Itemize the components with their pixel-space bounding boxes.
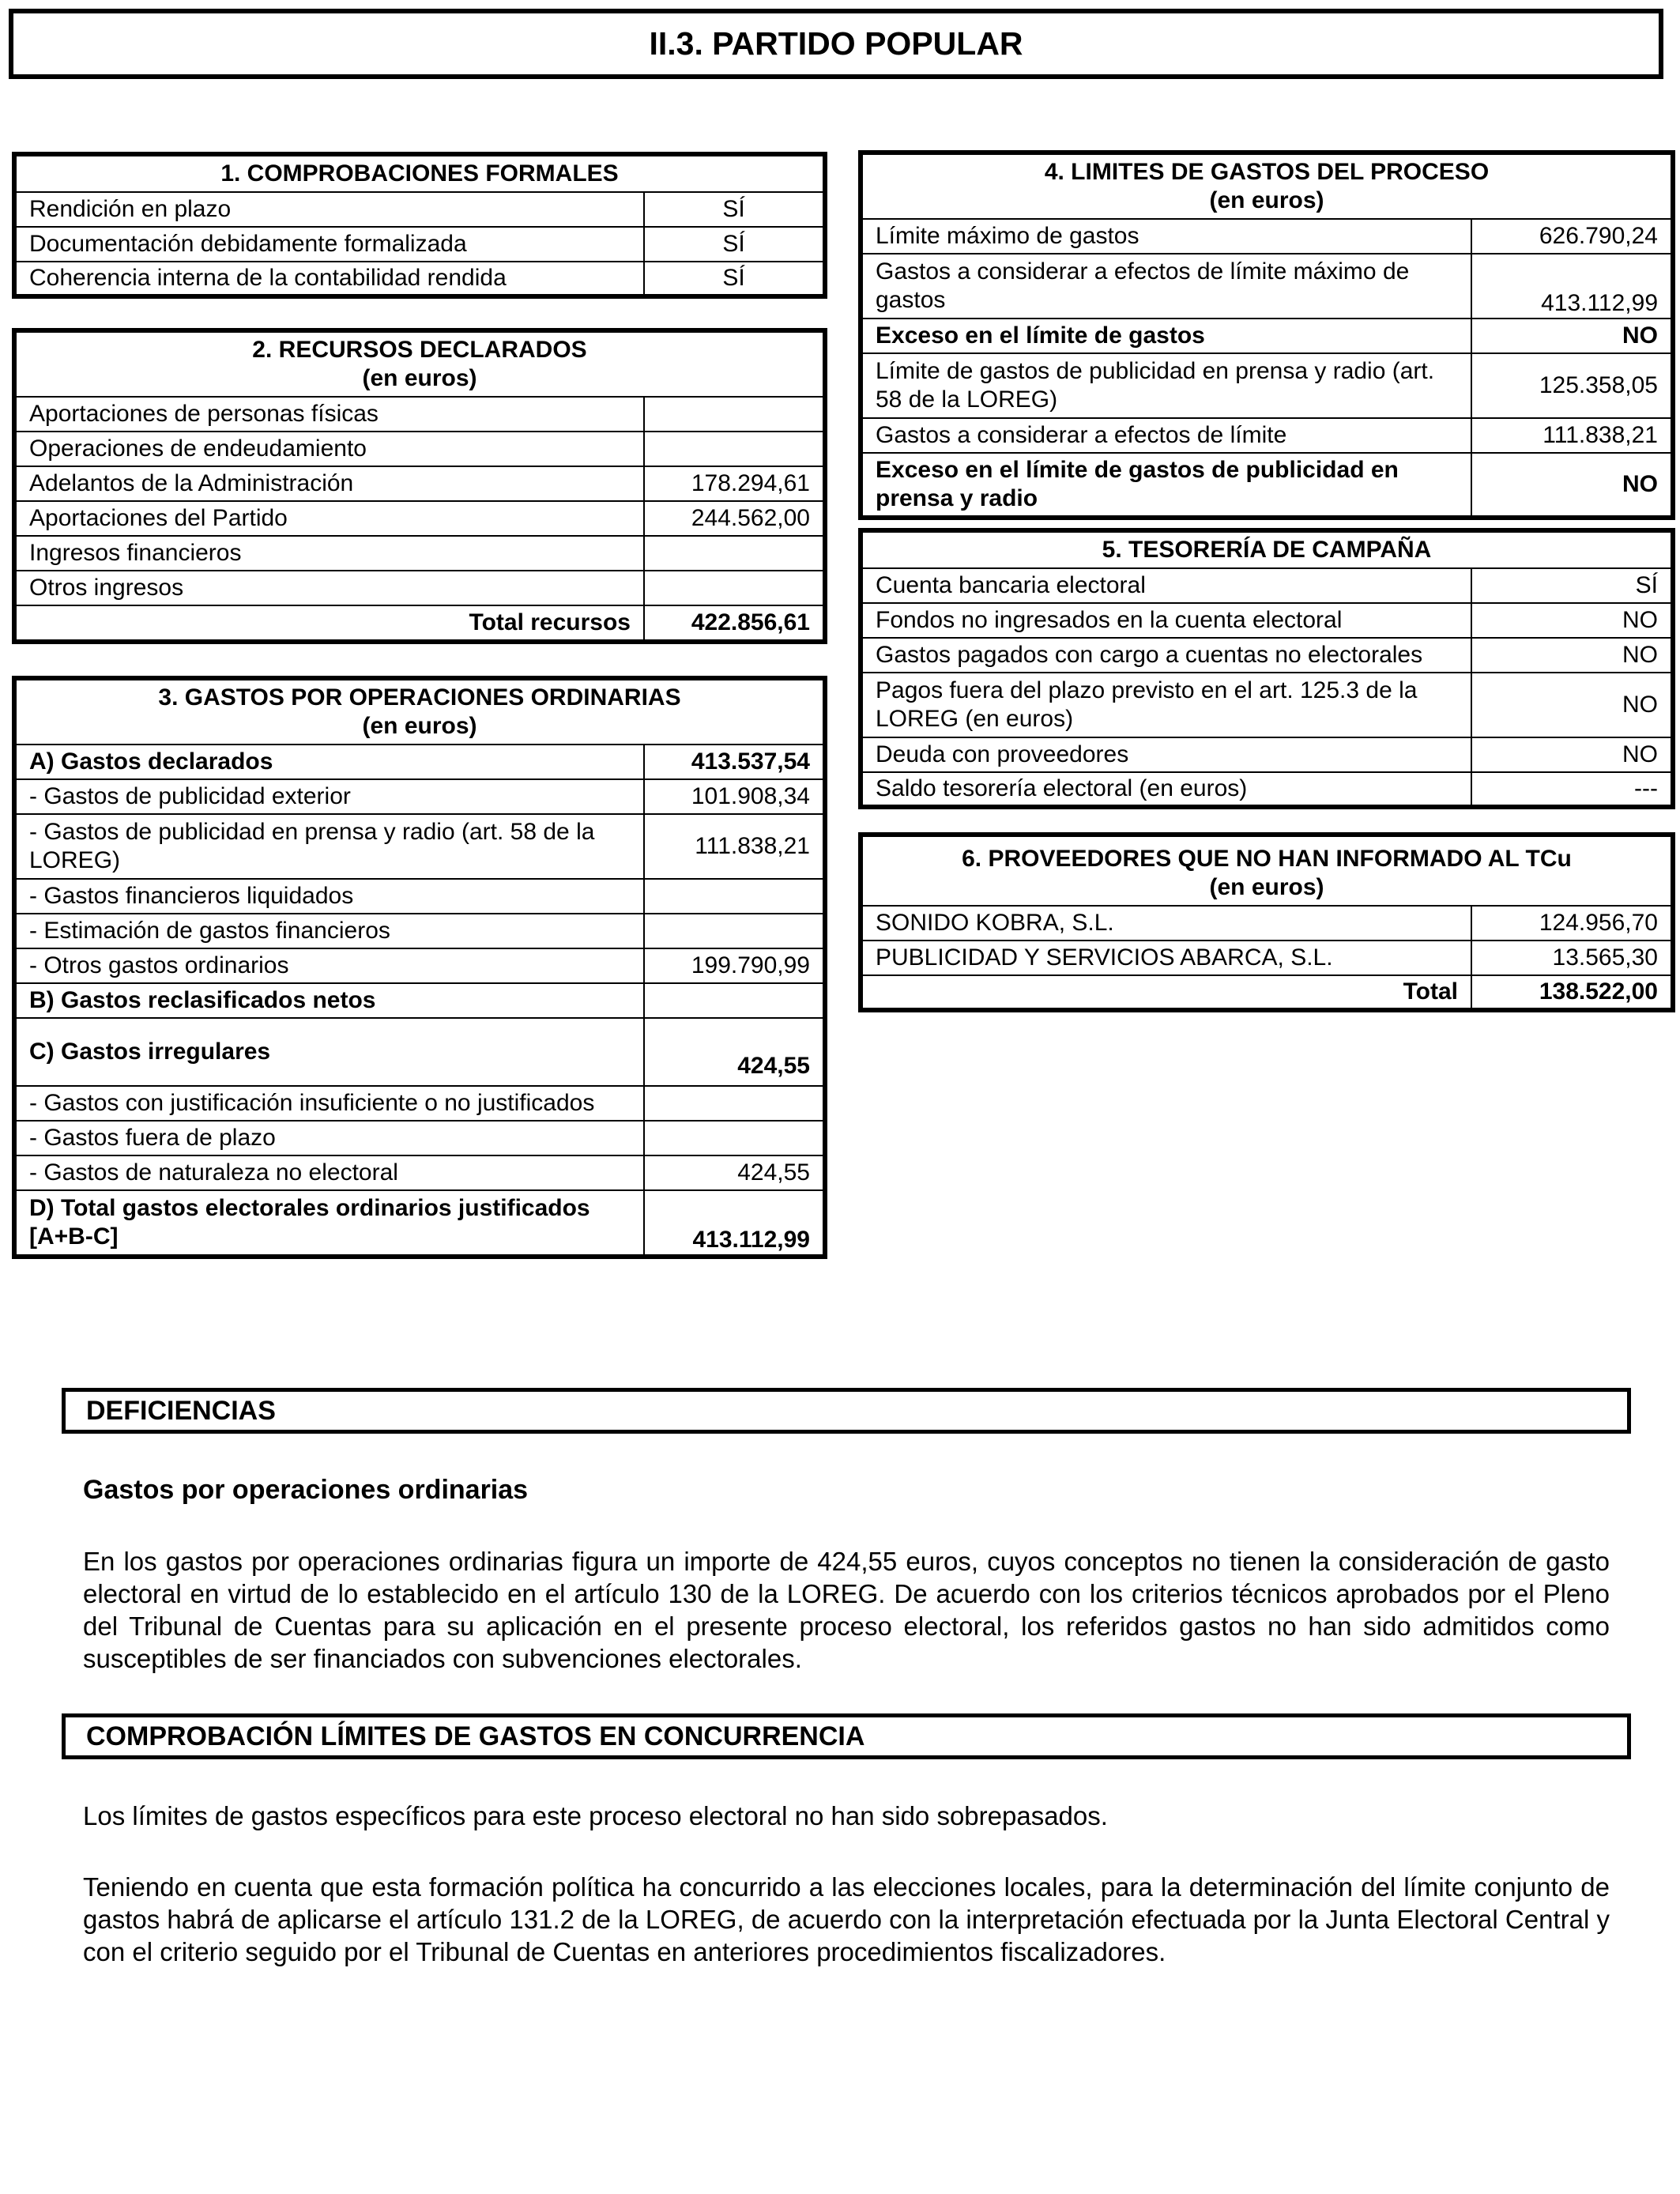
table-row: - Gastos de publicidad exterior 101.908,34: [14, 779, 825, 814]
table-row: Pagos fuera del plazo previsto en el art. 125.3 de la LOREG (en euros) NO: [861, 673, 1673, 737]
table-row: Gastos a considerar a efectos de límite 111.838,21: [861, 418, 1673, 453]
table-row: A) Gastos declarados 413.537,54: [14, 745, 825, 779]
table-row: Otros ingresos: [14, 571, 825, 605]
table-row: Fondos no ingresados en la cuenta electoral NO: [861, 603, 1673, 638]
page-title: II.3. PARTIDO POPULAR: [9, 9, 1663, 79]
table-row: Deuda con proveedores NO: [861, 737, 1673, 772]
table-row: Gastos a considerar a efectos de límite máximo de gastos 413.112,99: [861, 254, 1673, 319]
table-row: - Estimación de gastos financieros: [14, 914, 825, 948]
table-tesoreria: [858, 528, 1675, 809]
table-row: Aportaciones de personas físicas: [14, 397, 825, 432]
table-row: Aportaciones del Partido 244.562,00: [14, 501, 825, 536]
table-row: Ingresos financieros: [14, 536, 825, 571]
table-row: - Gastos con justificación insuficiente o no justificados: [14, 1086, 825, 1121]
table-row: Documentación debidamente formalizada SÍ: [14, 227, 825, 262]
limites-paragraph-2: Teniendo en cuenta que esta formación política ha concurrido a las elecciones locales, para la determinación del límite conjunto de gastos habrá de aplicarse el artículo 131.2 de la LOREG, de acuerdo con la interpretación efectuada por la Junta Electoral Central y con el criterio seguido por el Tribunal de Cuentas en anteriores procedimientos fiscalizadores.: [83, 1872, 1610, 1966]
table-proveedores: [858, 832, 1675, 1012]
table-row: Cuenta bancaria electoral SÍ: [861, 568, 1673, 603]
table-row: - Otros gastos ordinarios 199.790,99: [14, 948, 825, 983]
total-row: Total 138.522,00: [861, 975, 1673, 1010]
table-row: Exceso en el límite de gastos de publicidad en prensa y radio NO: [861, 453, 1673, 518]
table-heading: 2. RECURSOS DECLARADOS (en euros): [14, 330, 825, 397]
table-row: Saldo tesorería electoral (en euros) ---: [861, 772, 1673, 807]
table-heading: 5. TESORERÍA DE CAMPAÑA: [861, 530, 1673, 568]
table-comprobaciones-formales: [12, 152, 827, 299]
table-row: C) Gastos irregulares 424,55: [14, 1018, 825, 1086]
table-row: - Gastos fuera de plazo: [14, 1121, 825, 1155]
deficiencias-paragraph: En los gastos por operaciones ordinarias figura un importe de 424,55 euros, cuyos conceptos no tienen la consideración de gasto electoral en virtud de lo establecido en el artículo 130 de la LOREG. De acuerdo con los criterios técnicos aprobados por el Pleno del Tribunal de Cuentas para su aplicación en el presente proceso electoral, los referidos gastos no han sido admitidos como susceptibles de ser financiados con subvenciones electorales.: [83, 1547, 1610, 1673]
limites-header: COMPROBACIÓN LÍMITES DE GASTOS EN CONCURRENCIA: [62, 1713, 1631, 1759]
table-row: PUBLICIDAD Y SERVICIOS ABARCA, S.L. 13.565,30: [861, 941, 1673, 975]
limites-paragraph-1: Los límites de gastos específicos para este proceso electoral no han sido sobrepasados.: [83, 1801, 1108, 1830]
table-heading: 1. COMPROBACIONES FORMALES: [14, 154, 825, 192]
total-row: Total recursos 422.856,61: [14, 605, 825, 642]
table-row: - Gastos financieros liquidados: [14, 879, 825, 914]
table-row: B) Gastos reclasificados netos: [14, 983, 825, 1018]
table-row: Gastos pagados con cargo a cuentas no electorales NO: [861, 638, 1673, 673]
table-row: Adelantos de la Administración 178.294,61: [14, 466, 825, 501]
table-heading: 6. PROVEEDORES QUE NO HAN INFORMADO AL TCu (en euros): [861, 835, 1673, 906]
total-row: D) Total gastos electorales ordinarios justificados [A+B-C] 413.112,99: [14, 1190, 825, 1257]
table-row: - Gastos de naturaleza no electoral 424,55: [14, 1155, 825, 1190]
table-heading: 4. LIMITES DE GASTOS DEL PROCESO (en euros): [861, 153, 1673, 219]
table-row: - Gastos de publicidad en prensa y radio (art. 58 de la LOREG) 111.838,21: [14, 814, 825, 879]
table-row: Límite máximo de gastos 626.790,24: [861, 219, 1673, 254]
table-gastos-ordinarias: [12, 676, 827, 1259]
table-row: Límite de gastos de publicidad en prensa y radio (art. 58 de la LOREG) 125.358,05: [861, 353, 1673, 418]
deficiencias-subtitle: Gastos por operaciones ordinarias: [83, 1475, 529, 1505]
deficiencias-header: DEFICIENCIAS: [62, 1388, 1631, 1434]
table-row: Rendición en plazo SÍ: [14, 192, 825, 227]
table-row: Coherencia interna de la contabilidad rendida SÍ: [14, 262, 825, 296]
table-row: SONIDO KOBRA, S.L. 124.956,70: [861, 906, 1673, 941]
table-limites-gastos: [858, 150, 1675, 520]
table-heading: 3. GASTOS POR OPERACIONES ORDINARIAS (en euros): [14, 678, 825, 745]
table-row: Exceso en el límite de gastos NO: [861, 319, 1673, 353]
table-recursos-declarados: [12, 328, 827, 644]
table-row: Operaciones de endeudamiento: [14, 432, 825, 466]
